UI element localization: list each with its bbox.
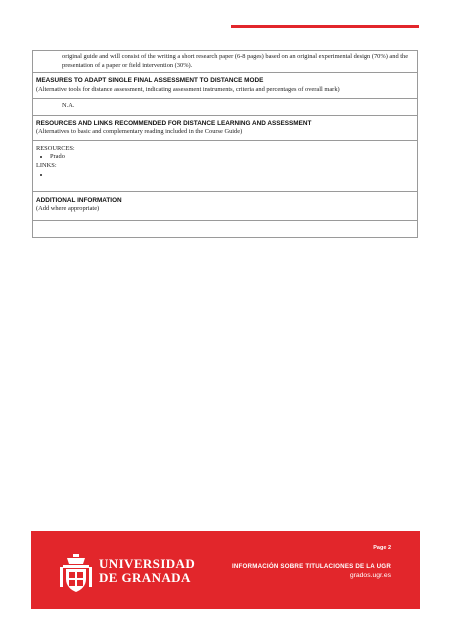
guide-table (32, 50, 418, 238)
measures-header-row (33, 73, 418, 98)
header-rule (231, 25, 419, 28)
website-link[interactable]: grados.ugr.es (349, 572, 391, 579)
resources-header-row (33, 115, 418, 140)
additional-heading: ADDITIONAL INFORMATION (36, 196, 122, 204)
measures-value: N.A. (33, 98, 418, 115)
additional-body-cell (33, 221, 418, 238)
resources-subheading: (Alternatives to basic and complementary reading included in the Course Guide) (36, 128, 243, 136)
additional-header-cell (33, 191, 418, 220)
measures-subheading: (Alternative tools for distance assessment, indicating assessment instruments, criteria and percentages of overall mark) (36, 85, 340, 93)
footer-banner (31, 531, 420, 609)
info-title: INFORMACIÓN SOBRE TITULACIONES DE LA UGR (231, 563, 391, 570)
additional-header-row (33, 191, 418, 220)
measures-header-cell (33, 73, 418, 98)
university-name (99, 557, 195, 585)
links-label: LINKS: (36, 162, 57, 170)
link-list (36, 171, 414, 180)
assessment-row (33, 51, 418, 73)
university-crest-icon (59, 553, 93, 595)
university-name-line1: UNIVERSIDAD (99, 556, 196, 571)
additional-subheading: (Add where appropriate) (36, 205, 100, 213)
measures-heading: MEASURES TO ADAPT SINGLE FINAL ASSESSMENT TO DISTANCE MODE (36, 77, 264, 85)
resources-body-row (33, 140, 418, 191)
assessment-text: original guide and will consist of the writing a short research paper (6-8 pages) based on an original experimental design (70%) and the presentation of a paper or field intervention (30%). (33, 51, 418, 73)
resource-item-prado: • Prado (50, 153, 414, 162)
additional-body-row (33, 221, 418, 238)
measures-value-row (33, 98, 418, 115)
university-name-line2: DE GRANADA (99, 570, 191, 585)
page-number: Page 2 (373, 545, 391, 551)
resources-header-cell (33, 115, 418, 140)
resource-list (36, 153, 414, 162)
link-item-empty (50, 171, 414, 180)
resources-label: RESOURCES: (36, 144, 75, 152)
resources-heading: RESOURCES AND LINKS RECOMMENDED FOR DISTANCE LEARNING AND ASSESSMENT (36, 119, 312, 127)
resources-body-cell (33, 140, 418, 191)
